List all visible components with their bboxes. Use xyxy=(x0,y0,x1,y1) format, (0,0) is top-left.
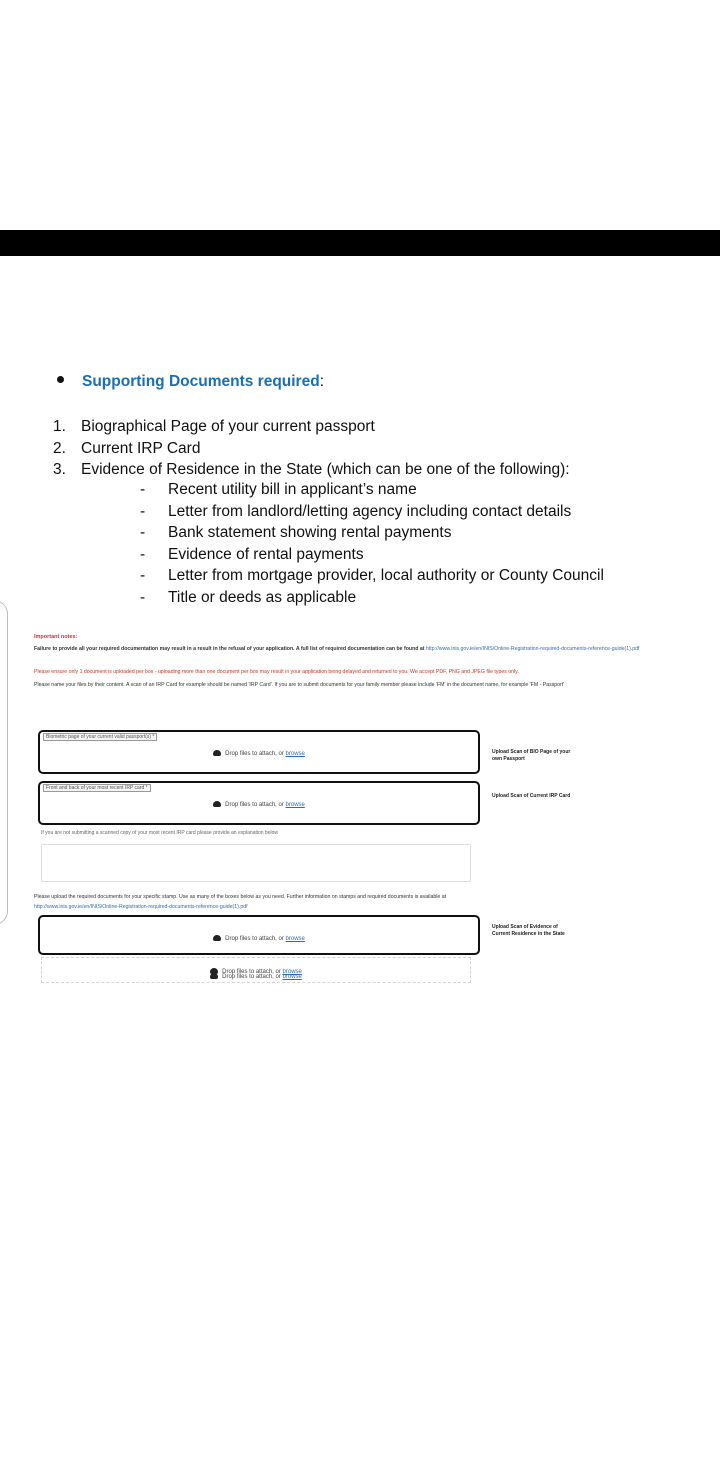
required-documents-link[interactable]: http://www.inis.gov.ie/en/INIS/Online-Registration-required-documents-reference-guide(1).pdf xyxy=(425,646,640,652)
numbered-list xyxy=(53,416,570,481)
list-item xyxy=(140,479,604,501)
bullet-icon xyxy=(57,376,64,383)
irp-side-label: Upload Scan of Current IRP Card xyxy=(492,793,571,799)
drop-text: Drop files to attach, or xyxy=(222,974,281,980)
list-item xyxy=(53,438,570,460)
list-text: Title or deeds as applicable xyxy=(168,588,357,606)
supporting-documents-heading xyxy=(57,373,324,391)
drop-text: Drop files to attach, or xyxy=(225,936,284,942)
list-text: Recent utility bill in applicant’s name xyxy=(168,481,417,498)
file-naming-note: Please name your files by their content. A scan of an IRP Card for example should be named 'IRP Card'. If you are to submit documents for your family member please include 'FM' in the document name, for example 'FM - Passport' xyxy=(34,682,565,688)
heading-text: Supporting Documents required xyxy=(82,373,320,390)
browse-link[interactable]: browse xyxy=(282,969,302,975)
list-item xyxy=(140,587,604,609)
browse-link[interactable]: browse xyxy=(285,751,305,757)
list-item xyxy=(140,565,604,587)
residence-evidence-list xyxy=(140,479,604,608)
list-number: 1. xyxy=(53,418,66,435)
failure-text: Failure to provide all your required documentation may result in a result in the refusal of your application. A full list of required documentation can be found at xyxy=(34,646,425,652)
list-text: Letter from landlord/letting agency including contact details xyxy=(168,502,572,520)
dash-marker: - xyxy=(140,545,146,563)
list-number: 2. xyxy=(53,439,66,457)
residence-side-label: Upload Scan of Evidence of Current Residence in the State xyxy=(492,924,565,937)
irp-upload-label: Front and back of your most recent IRP card * xyxy=(43,784,151,792)
drop-zone[interactable] xyxy=(41,972,471,980)
extra-upload-box-clipped[interactable] xyxy=(41,970,471,980)
dash-marker: - xyxy=(140,481,146,498)
black-separator-bar xyxy=(0,230,720,256)
residence-upload-box[interactable] xyxy=(38,915,480,955)
browse-link[interactable]: browse xyxy=(285,936,305,942)
drop-text: Drop files to attach, or xyxy=(225,802,284,808)
drop-zone[interactable] xyxy=(40,800,478,808)
list-text: Letter from mortgage provider, local authority or County Council xyxy=(168,567,604,584)
list-text: Bank statement showing rental payments xyxy=(168,524,452,541)
dash-marker: - xyxy=(140,502,146,520)
heading-colon: : xyxy=(319,373,324,390)
irp-upload-box[interactable] xyxy=(38,781,480,825)
upload-form-screenshot xyxy=(0,630,720,980)
passport-upload-box[interactable] xyxy=(38,730,480,774)
browse-link[interactable]: browse xyxy=(285,802,305,808)
explanation-textarea[interactable] xyxy=(41,844,471,882)
list-text: Evidence of rental payments xyxy=(168,545,364,563)
stamp-link[interactable]: http://www.inis.gov.ie/en/INIS/Online-Registration-required-documents-reference-guide(1).pdf xyxy=(34,904,248,910)
list-item xyxy=(140,522,604,544)
dash-marker: - xyxy=(140,567,146,584)
list-item xyxy=(140,501,604,523)
drop-zone[interactable] xyxy=(40,934,478,942)
list-item xyxy=(140,544,604,566)
cloud-upload-icon xyxy=(213,801,221,807)
failure-note xyxy=(34,646,720,652)
cloud-upload-icon xyxy=(213,750,221,756)
explanation-label: If you are not submitting a scanned copy of your most recent IRP card please provide an explanation below xyxy=(41,830,278,836)
list-item xyxy=(53,459,570,481)
passport-upload-label: Biometric page of your current valid passport(s) * xyxy=(43,733,157,741)
stamp-instructions: Please upload the required documents for your specific stamp. Use as many of the boxes below as you need. Further information on stamps and required documents is available at xyxy=(34,894,447,900)
list-text: Biographical Page of your current passport xyxy=(81,418,375,435)
dash-marker: - xyxy=(140,588,146,606)
drop-text: Drop files to attach, or xyxy=(225,751,284,757)
passport-side-label: Upload Scan of BIO Page of your own Passport xyxy=(492,749,571,762)
drop-text: Drop files to attach, or xyxy=(222,969,281,975)
list-item xyxy=(53,416,570,438)
browse-link[interactable]: browse xyxy=(282,974,302,980)
dash-marker: - xyxy=(140,524,146,541)
list-text: Current IRP Card xyxy=(81,439,201,457)
drop-zone[interactable] xyxy=(40,749,478,757)
list-text: Evidence of Residence in the State (which can be one of the following): xyxy=(81,461,570,478)
list-number: 3. xyxy=(53,461,66,478)
cloud-upload-icon xyxy=(213,935,221,941)
one-document-warning: Please ensure only 1 document is uploaded per box - uploading more than one document per box may result in your application being delayed and returned to you. We accept PDF, PNG and JPEG file types only. xyxy=(34,669,519,675)
important-notes-label: Important notes: xyxy=(34,634,78,640)
cloud-upload-icon xyxy=(210,973,218,979)
